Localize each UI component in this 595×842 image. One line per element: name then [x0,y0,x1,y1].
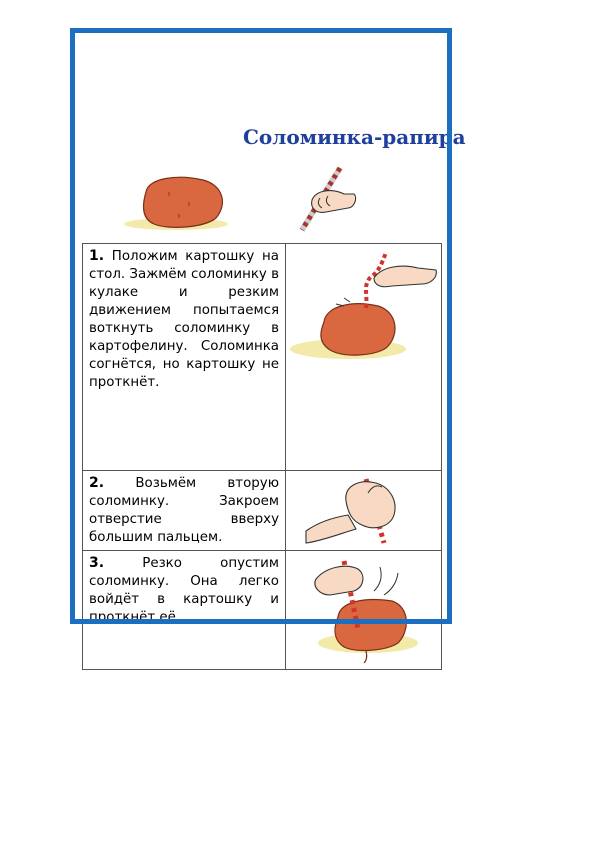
page-title: Соломинка-рапира [243,125,466,149]
step-number: 3. [89,555,105,571]
step-2-text [83,471,286,551]
table-row [83,551,442,670]
table-row [83,471,442,551]
potato-illustration [118,172,238,232]
steps-table [82,243,442,670]
step-number: 2. [89,475,105,491]
step-description: Положим картошку на стол. Зажмём соломинку в кулаке и резким движением попытаемся воткнуть соломинку в картофелину. Соломинка согнётся, но картошку не проткнёт. [89,249,280,390]
step-3-text [83,551,286,670]
step-description: Возьмём вторую соломинку. Закроем отверстие вверху большим пальцем. [89,476,279,545]
step-2-illustration [286,471,442,551]
table-row [83,244,442,471]
step-1-illustration [286,244,442,471]
step-number: 1. [89,248,105,264]
step-1-text [83,244,286,471]
hand-with-straw-illustration [292,164,362,236]
step-description: Резко опустим соломинку. Она легко войдёт в картошку и проткнёт её. [89,556,279,625]
step-3-illustration [286,551,442,670]
